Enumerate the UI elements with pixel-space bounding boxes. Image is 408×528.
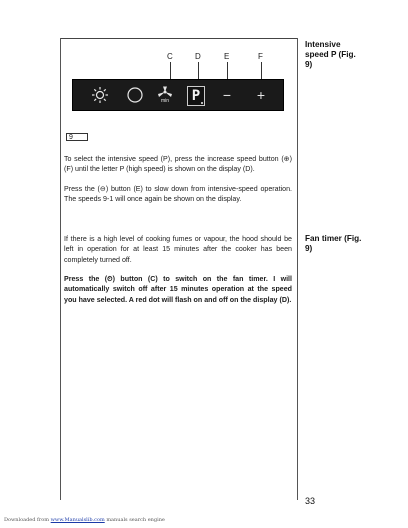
timer-caption: min — [160, 98, 170, 104]
minus-icon: − — [222, 87, 232, 103]
paragraph-intensive-select: To select the intensive speed (P), press the increase speed button (⊕) (F) until the letter P (high speed) is shown on the display (D). — [64, 155, 292, 174]
fan-icon — [158, 86, 172, 98]
footer-suffix: manuals search engine — [106, 517, 165, 523]
power-circle-icon — [126, 86, 144, 104]
paragraph-fumes: If there is a high level of cooking fumes or vapour, the hood should be left in operation for at least 15 minutes after the cooker has been completely turned off. — [64, 235, 292, 264]
callout-f: F — [258, 52, 263, 61]
plus-icon: + — [256, 87, 266, 103]
page-number: 33 — [305, 496, 316, 506]
callout-c: C — [167, 52, 173, 61]
callout-e: E — [224, 52, 230, 61]
callout-d: D — [195, 52, 201, 61]
hood-control-panel — [72, 79, 284, 111]
power-button[interactable] — [123, 80, 147, 110]
paragraph-slow-down: Press the (⊖) button (E) to slow down from intensive-speed operation. The speeds 9-1 will once again be shown on the display. — [64, 185, 292, 204]
heading-intensive-speed: Intensive speed P (Fig. 9) — [305, 40, 356, 69]
paragraph-fan-timer: Press the (⏲) button (C) to switch on the fan timer. I will automatically switch off after 15 minutes operation at the speed you have selected. A red dot will flash on and off on the display (D). — [64, 275, 292, 304]
footer-link[interactable]: www.Manualslib.com — [50, 517, 105, 523]
light-bulb-icon — [91, 86, 109, 104]
fan-timer-button[interactable] — [153, 80, 177, 110]
light-button[interactable] — [87, 80, 113, 110]
heading-fan-timer: Fan timer (Fig. 9) — [305, 234, 362, 253]
display-letter: P — [191, 88, 201, 104]
right-margin-rule — [297, 38, 298, 500]
download-footer — [4, 517, 165, 523]
footer-prefix: Downloaded from — [4, 517, 50, 523]
increase-speed-button[interactable] — [249, 80, 273, 110]
speed-display — [187, 86, 205, 106]
figure-number: 9 — [66, 133, 88, 141]
timer-dot — [201, 102, 203, 104]
decrease-speed-button[interactable] — [215, 80, 239, 110]
